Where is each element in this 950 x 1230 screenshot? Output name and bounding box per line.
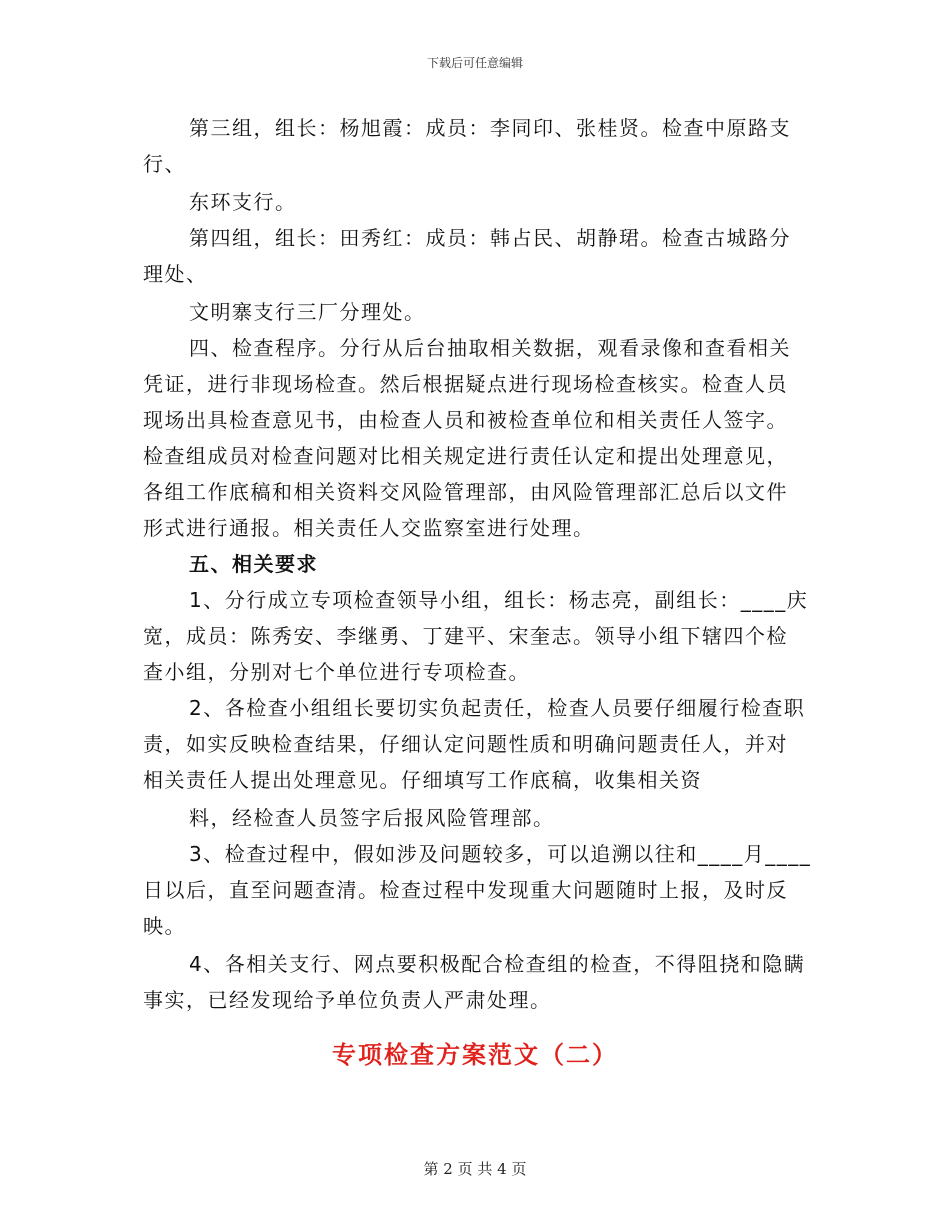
text-line: 相关责任人提出处理意见。仔细填写工作底稿，收集相关资: [143, 768, 702, 792]
page-header: 下载后可任意编辑: [426, 56, 523, 70]
text-line: 理处、: [143, 262, 208, 286]
section-four-heading-line: 四、检查程序。分行从后台抽取相关数据，观看录像和查看相关: [189, 336, 791, 360]
text-line: 东环支行。: [189, 190, 297, 214]
text-line: 责，如实反映检查结果，仔细认定问题性质和明确问题责任人，并对: [143, 732, 788, 756]
text-line: 凭证，进行非现场检查。然后根据疑点进行现场检查核实。检查人员: [143, 372, 788, 396]
text-line: 形式进行通报。相关责任人交监察室进行处理。: [143, 516, 595, 540]
text-line: 文明寨支行三厂分理处。: [189, 300, 426, 324]
text-line: 各组工作底稿和相关资料交风险管理部，由风险管理部汇总后以文件: [143, 480, 788, 504]
text-line: 映。: [143, 914, 186, 938]
text-line: 现场出具检查意见书，由检查人员和被检查单位和相关责任人签字。: [143, 408, 788, 432]
text-line: 4、各相关支行、网点要积极配合检查组的检查，不得阻挠和隐瞒: [189, 952, 806, 976]
text-line: 料，经检查人员签字后报风险管理部。: [189, 806, 555, 830]
text-line: 3、检查过程中，假如涉及问题较多，可以追溯以往和____月____: [189, 842, 812, 866]
section-five-heading: 五、相关要求: [189, 552, 318, 576]
text-line: 行、: [143, 152, 186, 176]
text-line: 2、各检查小组组长要切实负起责任，检查人员要仔细履行检查职: [189, 696, 806, 720]
text-line: 第四组，组长：田秀红：成员：韩占民、胡静珺。检查古城路分: [189, 226, 791, 250]
text-line: 第三组，组长：杨旭霞：成员：李同印、张桂贤。检查中原路支: [189, 116, 791, 140]
text-line: 1、分行成立专项检查领导小组，组长：杨志亮，副组长：____庆: [189, 588, 809, 612]
text-line: 检查组成员对检查问题对比相关规定进行责任认定和提出处理意见，: [143, 444, 788, 468]
text-line: 宽，成员：陈秀安、李继勇、丁建平、宋奎志。领导小组下辖四个检: [143, 624, 788, 648]
section-title: 专项检查方案范文（二）: [332, 1041, 618, 1069]
page-footer: 第 2 页 共 4 页: [423, 1160, 527, 1178]
text-line: 查小组，分别对七个单位进行专项检查。: [143, 660, 530, 684]
text-line: 日以后，直至问题查清。检查过程中发现重大问题随时上报，及时反: [143, 878, 788, 902]
text-line: 事实，已经发现给予单位负责人严肃处理。: [143, 988, 552, 1012]
document-body: [143, 110, 812, 1018]
